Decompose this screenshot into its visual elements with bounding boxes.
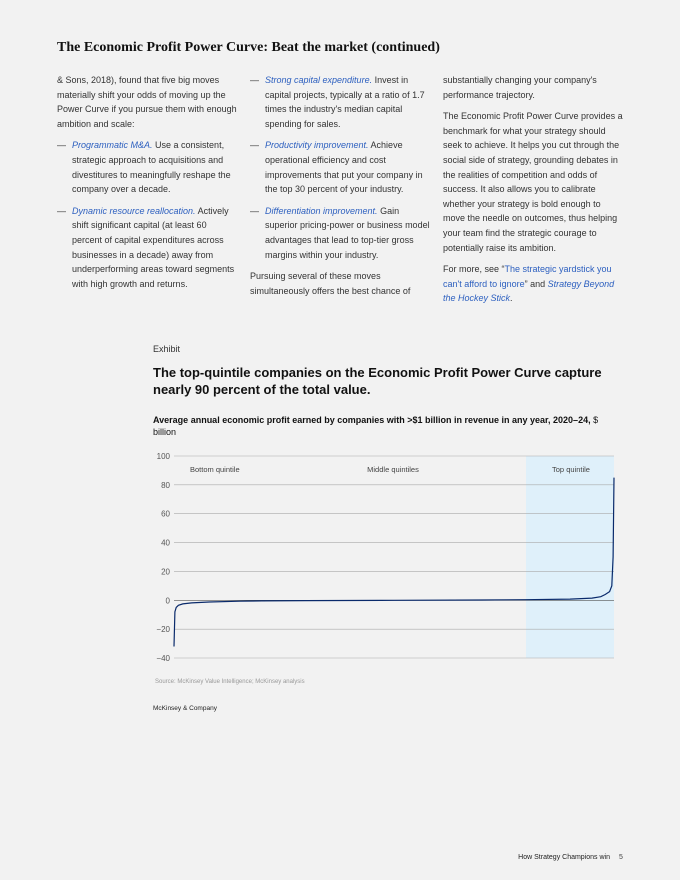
exhibit-label: Exhibit [153, 344, 181, 354]
list-term: Dynamic resource reallocation. [72, 205, 196, 216]
dash-bullet-icon: — [250, 205, 259, 216]
text-fragment: For more, see “ [443, 264, 505, 275]
y-tick-label: −20 [156, 625, 170, 635]
dash-bullet-icon: — [57, 205, 66, 216]
subtitle-bold: Average annual economic profit earned by companies with >$1 billion in revenue in any year, 2020–24, [153, 415, 591, 425]
article-link[interactable]: The strategic yardstick you can't afford to ignore [443, 264, 612, 289]
dash-bullet-icon: — [250, 75, 259, 85]
list-term: Programmatic M&A. [72, 140, 153, 151]
dash-bullet-icon: — [250, 140, 259, 151]
list-term: Strong capital expenditure. [265, 75, 373, 85]
list-term: Differentiation improvement. [265, 205, 378, 216]
list-text: Invest in capital projects, typically at a ratio of 1.7 times the industry's median capital spending for sales. [265, 75, 425, 129]
footer-title: How Strategy Champions win [518, 854, 610, 861]
brand-logo-text: McKinsey & Company [153, 705, 217, 712]
dash-bullet-icon: — [57, 140, 66, 151]
list-text: Achieve operational efficiency and cost improvements that put your company in the top 30 percent of your industry. [265, 140, 423, 195]
y-tick-label: 40 [161, 538, 170, 548]
page-number: 5 [619, 854, 623, 861]
paragraph: substantially changing your company's performance trajectory. [443, 75, 597, 100]
exhibit-title: The top-quintile companies on the Economic Profit Power Curve capture nearly 90 percent of the total value. [153, 365, 602, 397]
y-tick-label: 20 [161, 567, 170, 577]
paragraph: Pursuing several of these moves simultaneously offers the best chance of [250, 271, 411, 296]
y-tick-label: −40 [156, 654, 170, 663]
book-link[interactable]: Strategy Beyond the Hockey Stick [443, 278, 615, 304]
top-quintile-band [526, 456, 614, 658]
paragraph: The Economic Profit Power Curve provides a benchmark for what your strategy should seek to achieve. It helps you cut through the social side of strategy, grounding debates in the realities of competition and odds of success. It also allows you to calibrate whether your strategy is bold enough to move the needle on outcomes, thus helping your team find the strategic courage to potentially raise its ambition. [443, 111, 623, 253]
y-tick-label: 60 [161, 509, 170, 519]
y-tick-label: 80 [161, 480, 170, 490]
list-text: Gain superior pricing-power or business model advantages that lead to top-tier gross margins within your industry. [265, 205, 430, 260]
text-fragment: ” and [524, 278, 548, 289]
subtitle-unit: $ billion [153, 415, 599, 437]
y-tick-label: 0 [165, 596, 170, 606]
list-text: Use a consistent, strategic approach to acquisitions and divestitures to meaningfully reshape the company over a decade. [72, 140, 231, 195]
region-label: Middle quintiles [367, 465, 419, 474]
source-note: Source: McKinsey Value Intelligence; McKinsey analysis [155, 679, 305, 685]
list-text: Actively shift significant capital (at least 60 percent of capital expenditures across businesses in a decade) away from underperforming areas toward segments with high growth and returns. [72, 205, 235, 289]
y-tick-label: 100 [156, 452, 170, 461]
text-fragment: . [510, 293, 513, 304]
list-term: Productivity improvement. [265, 140, 369, 151]
page-title: The Economic Profit Power Curve: Beat the market (continued) [57, 40, 440, 55]
region-label: Top quintile [552, 465, 590, 474]
paragraph: & Sons, 2018), found that five big moves materially shift your odds of moving up the Power Curve if you pursue them with enough ambition and scale: [57, 75, 237, 129]
region-label: Bottom quintile [190, 465, 240, 474]
